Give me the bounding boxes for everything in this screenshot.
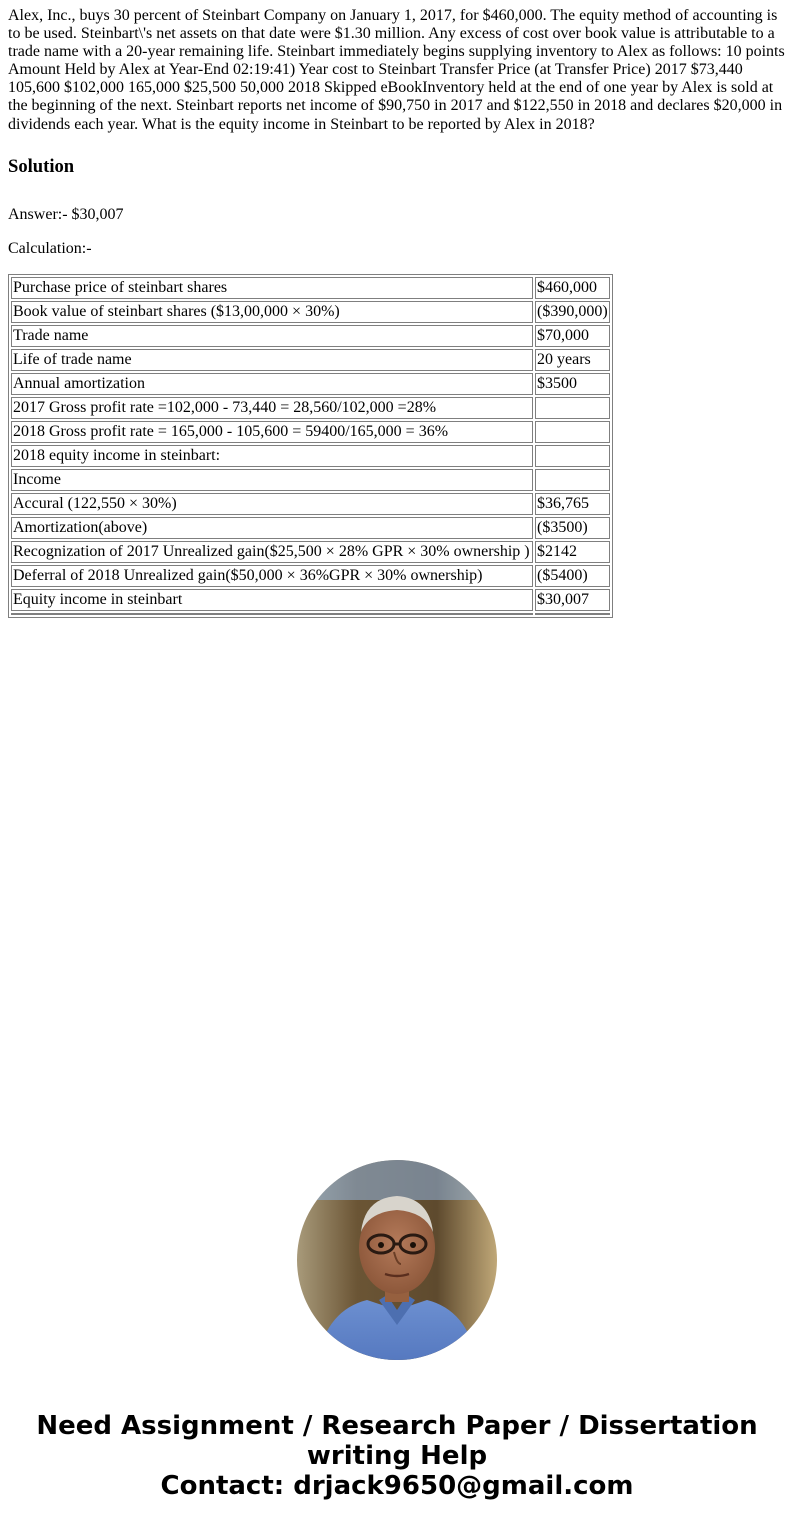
calculation-table xyxy=(8,274,613,618)
row-label: Purchase price of steinbart shares xyxy=(11,277,533,299)
row-label: 2017 Gross profit rate =102,000 - 73,440 = 28,560/102,000 =28% xyxy=(11,397,533,419)
table-row xyxy=(11,277,610,299)
calculation-label: Calculation:- xyxy=(8,239,92,257)
table-row xyxy=(11,397,610,419)
row-label: Amortization(above) xyxy=(11,517,533,539)
row-label: 2018 equity income in steinbart: xyxy=(11,445,533,467)
table-row xyxy=(11,589,610,611)
row-label: Deferral of 2018 Unrealized gain($50,000 × 36%GPR × 30% ownership) xyxy=(11,565,533,587)
author-portrait xyxy=(297,1160,497,1360)
question-text: Alex, Inc., buys 30 percent of Steinbart Company on January 1, 2017, for $460,000. The equity method of accounting is to be used. Steinbart\'s net assets on that date were $1.30 million. Any excess of cost over book value is attributable to a trade name with a 20-year remaining life. Steinbart immediately begins supplying inventory to Alex as follows: 10 points Amount Held by Alex at Year-End 02:19:41) Year cost to Steinbart Transfer Price (at Transfer Price) 2017 $73,440 105,600 $102,000 165,000 $25,500 50,000 2018 Skipped eBookInventory held at the end of one year by Alex is sold at the beginning of the next. Steinbart reports net income of $90,750 in 2017 and $122,550 in 2018 and declares $20,000 in dividends each year. What is the equity income in Steinbart to be reported by Alex in 2018? xyxy=(8,7,785,133)
row-label: Trade name xyxy=(11,325,533,347)
table-row xyxy=(11,349,610,371)
row-value: $3500 xyxy=(535,373,610,395)
row-value xyxy=(535,445,610,467)
table-row xyxy=(11,325,610,347)
table-row xyxy=(11,493,610,515)
row-value: $2142 xyxy=(535,541,610,563)
row-label: 2018 Gross profit rate = 165,000 - 105,600 = 59400/165,000 = 36% xyxy=(11,421,533,443)
row-value xyxy=(535,469,610,491)
row-value: $70,000 xyxy=(535,325,610,347)
row-value: ($5400) xyxy=(535,565,610,587)
document-body xyxy=(0,7,794,618)
promo-banner xyxy=(0,1411,794,1501)
row-label: Recognization of 2017 Unrealized gain($25,500 × 28% GPR × 30% ownership ) xyxy=(11,541,533,563)
promo-line-1: Need Assignment / Research Paper / Dissertation xyxy=(36,1411,758,1441)
row-label: Income xyxy=(11,469,533,491)
answer-text: Answer:- $30,007 xyxy=(8,205,124,223)
table-row xyxy=(11,565,610,587)
row-label: Equity income in steinbart xyxy=(11,589,533,611)
table-row xyxy=(11,469,610,491)
row-value: 20 years xyxy=(535,349,610,371)
row-value: $36,765 xyxy=(535,493,610,515)
row-value: $30,007 xyxy=(535,589,610,611)
row-value xyxy=(535,397,610,419)
row-label: Book value of steinbart shares ($13,00,000 × 30%) xyxy=(11,301,533,323)
spacer-cell xyxy=(535,613,610,615)
table-row xyxy=(11,373,610,395)
promo-line-2: writing Help xyxy=(306,1441,488,1471)
row-value: $460,000 xyxy=(535,277,610,299)
row-value xyxy=(535,421,610,443)
author-avatar xyxy=(297,1160,497,1360)
row-value: ($3500) xyxy=(535,517,610,539)
row-label: Life of trade name xyxy=(11,349,533,371)
table-row xyxy=(11,541,610,563)
row-label: Annual amortization xyxy=(11,373,533,395)
table-row xyxy=(11,301,610,323)
table-row xyxy=(11,421,610,443)
table-spacer-row xyxy=(11,613,610,615)
table-row xyxy=(11,445,610,467)
solution-heading: Solution xyxy=(8,155,75,177)
promo-contact: Contact: drjack9650@gmail.com xyxy=(160,1471,634,1501)
spacer-cell xyxy=(11,613,533,615)
table-row xyxy=(11,517,610,539)
row-label: Accural (122,550 × 30%) xyxy=(11,493,533,515)
row-value: ($390,000) xyxy=(535,301,610,323)
